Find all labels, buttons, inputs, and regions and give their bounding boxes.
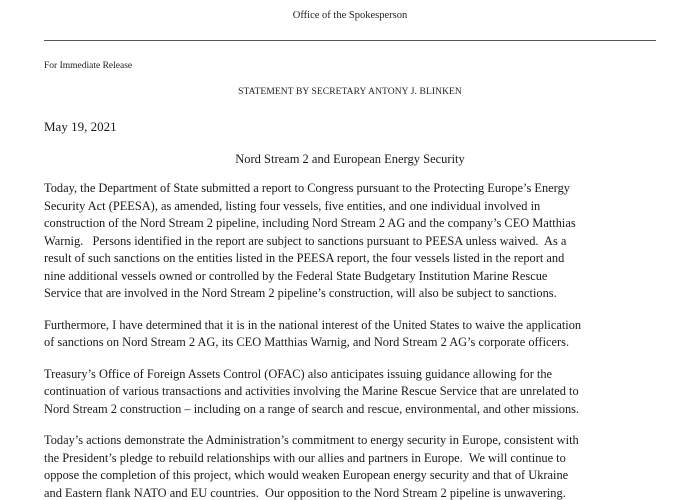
header-divider	[44, 40, 656, 41]
statement-date: May 19, 2021	[44, 119, 117, 134]
statement-body	[44, 180, 664, 500]
statement-subject: Nord Stream 2 and European Energy Security	[235, 152, 465, 166]
paragraph-1: Today, the Department of State submitted a report to Congress pursuant to the Protecting Europe’s Energy Security Act (PEESA), as amended, listing four vessels, five entities, and one individual involved in construction of the Nord Stream 2 pipeline, including Nord Stream 2 AG and the company’s CEO Matthias Warnig. Persons identified in the report are subject to sanctions pursuant to PEESA unless waived. As a result of such sanctions on the entities listed in the PEESA report, the four vessels listed in the report and nine additional vessels owned or controlled by the Federal State Budgetary Institution Marine Rescue Service that are involved in the Nord Stream 2 pipeline’s construction, will also be subject to sanctions.	[44, 181, 576, 300]
office-heading: Office of the Spokesperson	[292, 10, 408, 21]
paragraph-4: Today’s actions demonstrate the Administration’s commitment to energy security in Europe, consistent with the President’s pledge to rebuild relationships with our allies and partners in Europe. We will continue to oppose the completion of this project, which would weaken European energy security and that of Ukraine and Eastern flank NATO and EU countries. Our opposition to the Nord Stream 2 pipeline is unwavering.	[44, 433, 579, 500]
paragraph-3: Treasury’s Office of Foreign Assets Control (OFAC) also anticipates issuing guidance allowing for the continuation of various transactions and activities involving the Marine Rescue Service that are unrelated to Nord Stream 2 construction – including on a range of search and rescue, environmental, and other missions.	[44, 366, 580, 416]
paragraph-2: Furthermore, I have determined that it is in the national interest of the United States to waive the application of sanctions on Nord Stream 2 AG, its CEO Matthias Warnig, and Nord Stream 2 AG’s corporate officers.	[44, 317, 582, 349]
release-label: For Immediate Release	[44, 61, 133, 71]
statement-title: STATEMENT BY SECRETARY ANTONY J. BLINKEN	[238, 87, 462, 97]
